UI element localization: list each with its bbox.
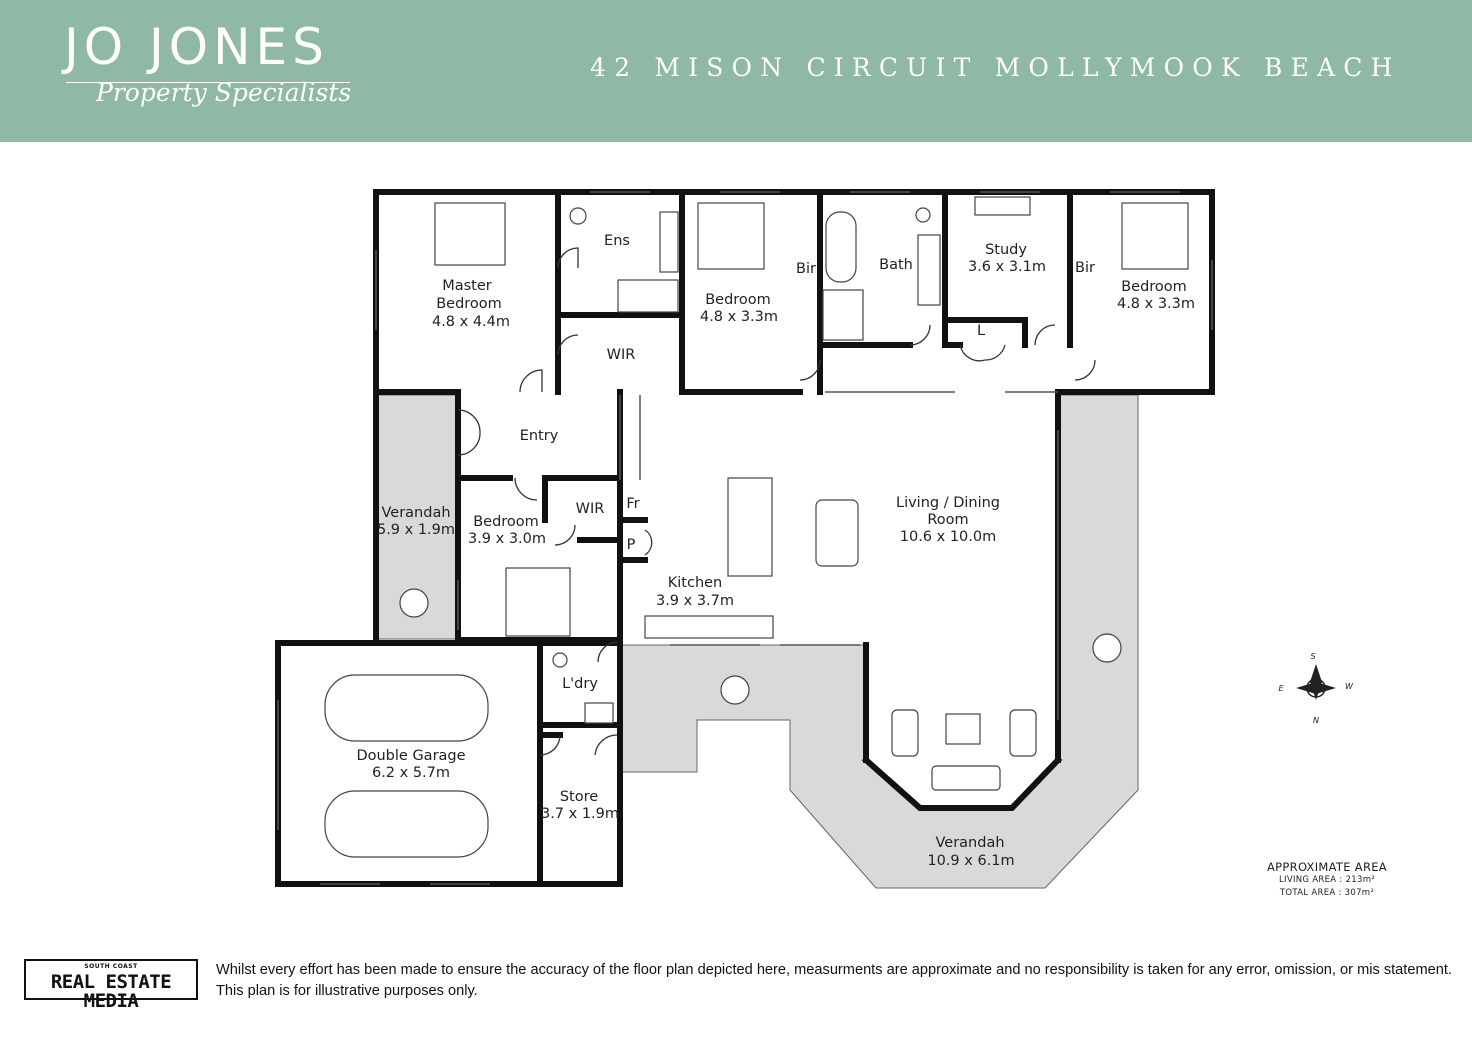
bedroom-3-label: Bedroom [1121,279,1187,295]
bedroom-4-label: Bedroom [473,514,539,530]
study-size: 3.6 x 3.1m [967,259,1047,275]
brand-tagline: Property Specialists [96,78,352,107]
bedroom-3-size: 4.8 x 3.3m [1116,296,1196,312]
bedroom-3-bed-icon [1122,203,1188,269]
laundry-label: L'dry [562,676,598,692]
verandah-east-label: Verandah [935,835,1005,851]
kitchen-label: Kitchen [667,575,723,591]
double-garage-label: Double Garage [356,748,466,764]
pantry-label: P [626,537,636,553]
verandah-east-table-icon [1093,634,1121,662]
total-area-value: : 307m² [1338,888,1375,898]
logo-main-text: REAL ESTATE MEDIA [50,971,172,1012]
approximate-area-box [1252,860,1402,900]
ensuite-shower-icon [618,280,678,312]
living-area-value: : 213m² [1339,875,1375,885]
study-desk-icon [975,197,1030,215]
master-bedroom-label-2: Bedroom [436,296,502,312]
compass-w-label: W [1345,682,1353,691]
area-title: APPROXIMATE AREA [1267,860,1387,874]
verandah-west-size: 5.9 x 1.9m [376,522,456,538]
dining-table-icon [816,500,858,566]
ensuite-label: Ens [604,233,630,249]
kitchen-island-icon [728,478,772,576]
study-label: Study [985,242,1027,258]
bir-3-label: Bir [1075,260,1095,276]
living-dining-label-2: Room [927,512,969,528]
kitchen-bench-icon [645,616,773,638]
armchair-left-icon [892,710,918,756]
master-bed-icon [435,203,505,265]
armchair-right-icon [1010,710,1036,756]
linen-label: L [976,323,986,339]
bath-toilet-icon [916,208,930,222]
compass-s-label: S [1310,652,1316,661]
bedroom-2-bed-icon [698,203,764,269]
laundry-toilet-icon [553,653,567,667]
living-area-label: LIVING AREA [1278,875,1337,885]
laundry-tub-icon [585,703,613,723]
property-address: 42 MISON CIRCUIT MOLLYMOOK BEACH [590,53,1401,82]
wir-2-label: WIR [575,501,605,517]
ensuite-toilet-icon [570,208,586,224]
ensuite-vanity-icon [660,212,678,272]
bedroom-4-bed-icon [506,568,570,636]
sofa-icon [932,766,1000,790]
logo-small-text: SOUTH COAST [84,963,138,970]
living-dining-label: Living / Dining [895,495,1001,511]
bir-2-label: Bir [796,261,816,277]
car-2-icon [325,791,488,857]
verandah-table-icon [721,676,749,704]
living-area-row [1252,874,1402,887]
store-size: 3.7 x 1.9m [540,806,620,822]
total-area-row [1252,887,1402,900]
compass-e-label: E [1278,684,1284,693]
bath-label: Bath [879,257,913,273]
store-label: Store [559,789,599,805]
bedroom-2-size: 4.8 x 3.3m [699,309,779,325]
disclaimer-text: Whilst every effort has been made to ensure the accuracy of the floor plan depicted here, measurments are approximate and no responsibility is taken for any error, omission, or mis statement. This plan is for illustrative purposes only. [216,962,1452,999]
coffee-table-icon [946,714,980,744]
bedroom-4-size: 3.9 x 3.0m [467,531,547,547]
master-bedroom-size: 4.8 x 4.4m [431,314,511,330]
compass-icon [1278,652,1354,725]
vanity-icon [918,235,940,305]
entry-label: Entry [519,428,559,444]
kitchen-size: 3.9 x 3.7m [655,593,735,609]
living-dining-size: 10.6 x 10.0m [899,529,997,545]
fridge-label: Fr [626,496,640,512]
wir-master-label: WIR [606,347,636,363]
bathtub-icon [826,212,856,282]
real-estate-media-logo [24,959,198,1012]
verandah-west-table-icon [400,589,428,617]
bedroom-2-label: Bedroom [705,292,771,308]
master-bedroom-label: Master [442,278,492,294]
verandah-east-size: 10.9 x 6.1m [927,853,1015,869]
total-area-label: TOTAL AREA [1279,888,1336,898]
car-1-icon [325,675,488,741]
compass-n-label: N [1313,716,1319,725]
brand-logo: JO JONES [64,18,329,76]
double-garage-size: 6.2 x 5.7m [371,765,451,781]
verandah-west-label: Verandah [381,505,451,521]
shower-icon [823,290,863,340]
